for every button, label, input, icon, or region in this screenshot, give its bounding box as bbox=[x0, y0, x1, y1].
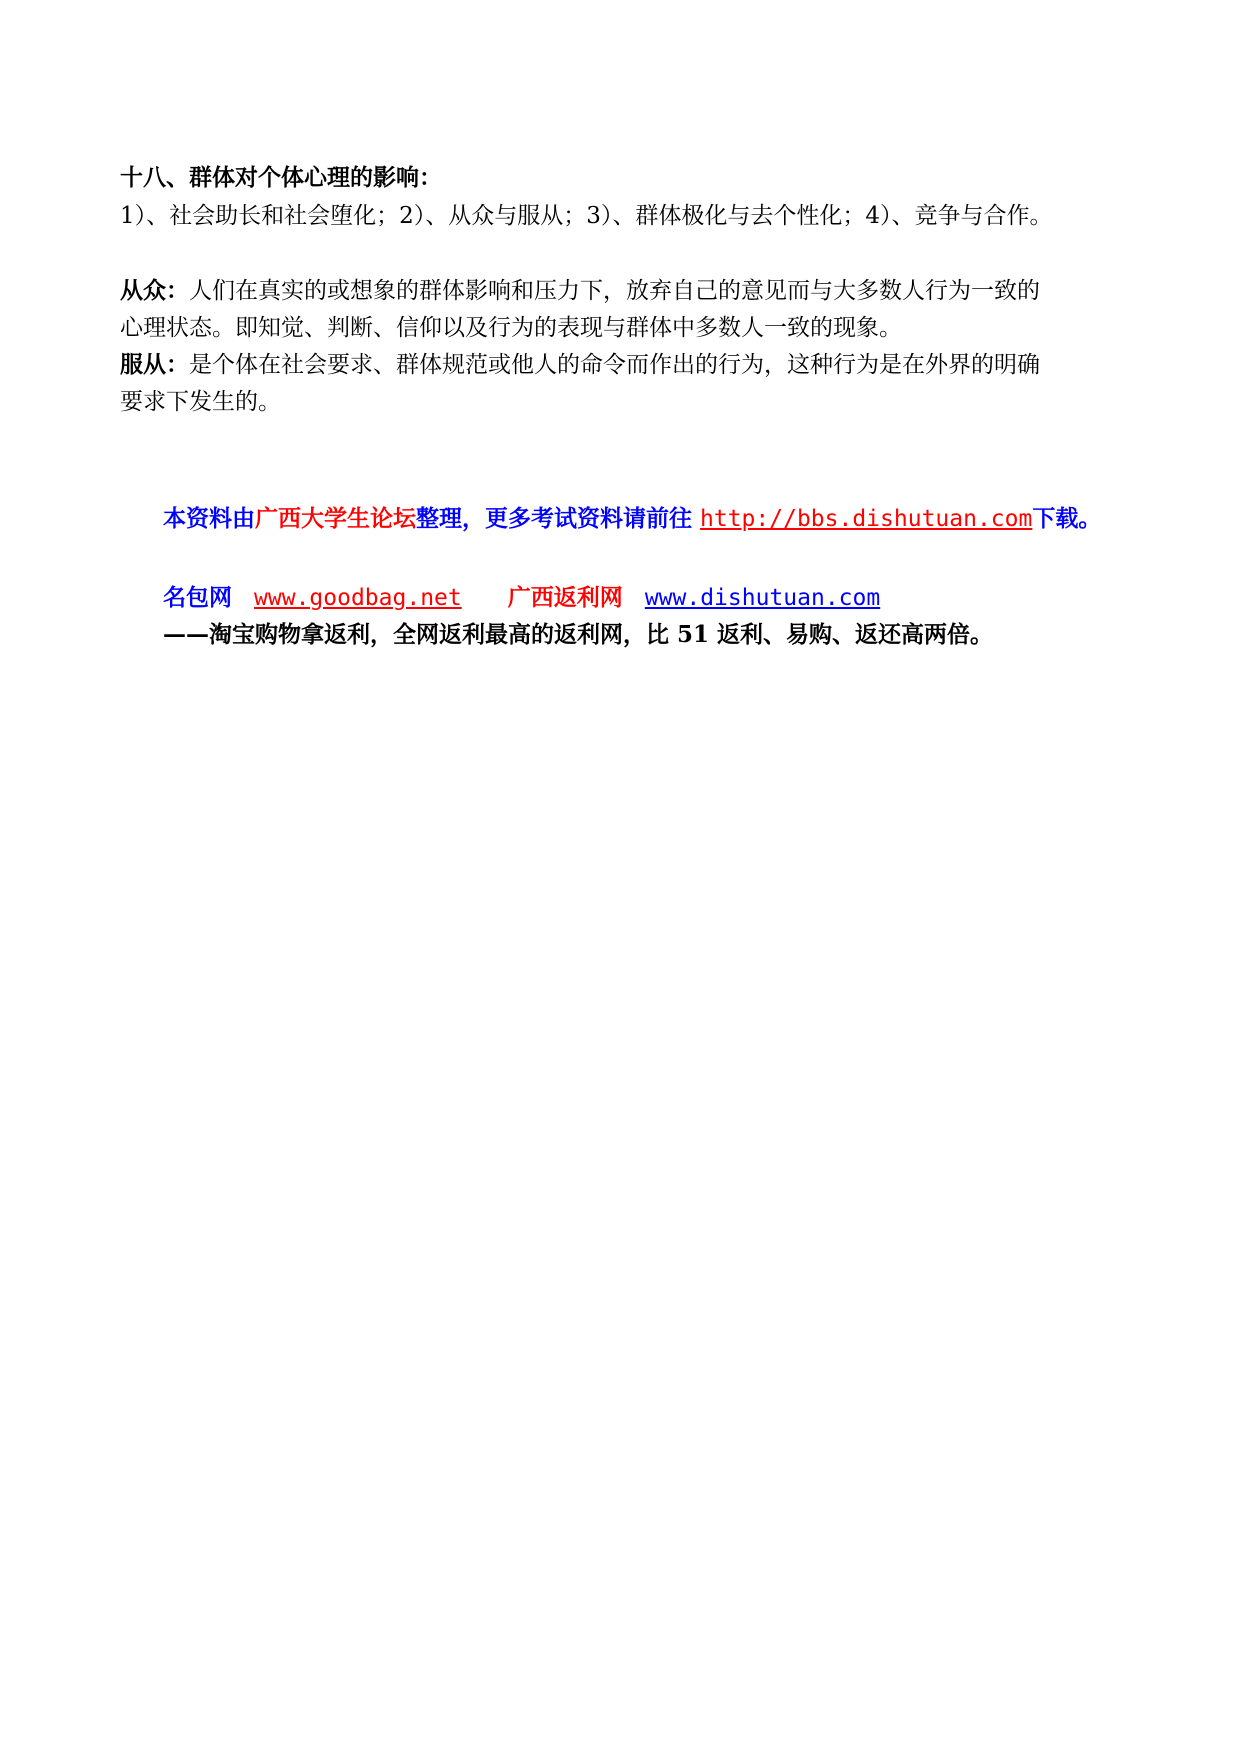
site1-name: 名包网 bbox=[163, 584, 232, 611]
promo-middle: 整理，更多考试资料请前往 bbox=[416, 505, 701, 532]
forum-url-link[interactable]: http://bbs.dishutuan.com bbox=[700, 506, 1033, 532]
promo-sites-line bbox=[163, 583, 880, 613]
obedience-term: 服从： bbox=[120, 351, 189, 378]
promo-source-line bbox=[163, 504, 1101, 534]
promo-tagline: ——淘宝购物拿返利，全网返利最高的返利网，比 51 返利、易购、返还高两倍。 bbox=[163, 621, 994, 648]
section-heading: 十八、群体对个体心理的影响： bbox=[120, 164, 442, 191]
promo-prefix: 本资料由 bbox=[163, 505, 255, 532]
conformity-text-1: 人们在真实的或想象的群体影响和压力下，放弃自己的意见而与大多数人行为一致的 bbox=[189, 278, 1040, 304]
conformity-term: 从众： bbox=[120, 277, 189, 304]
obedience-definition-line-2: 要求下发生的。 bbox=[120, 389, 281, 415]
section-points: 1）、社会助长和社会堕化；2）、从众与服从；3）、群体极化与去个性化；4）、竞争与合作。 bbox=[120, 203, 1053, 229]
conformity-definition-line-1 bbox=[120, 276, 1040, 306]
site1-url-link[interactable]: www.goodbag.net bbox=[254, 585, 462, 611]
obedience-definition-line-1 bbox=[120, 350, 1040, 380]
obedience-text-1: 是个体在社会要求、群体规范或他人的命令而作出的行为，这种行为是在外界的明确 bbox=[189, 352, 1040, 378]
promo-suffix: 下载。 bbox=[1032, 505, 1102, 532]
forum-name: 广西大学生论坛 bbox=[255, 505, 416, 532]
site2-url-link[interactable]: www.dishutuan.com bbox=[644, 585, 881, 611]
conformity-definition-line-2: 心理状态。即知觉、判断、信仰以及行为的表现与群体中多数人一致的现象。 bbox=[120, 315, 902, 341]
site2-name: 广西返利网 bbox=[507, 584, 623, 611]
